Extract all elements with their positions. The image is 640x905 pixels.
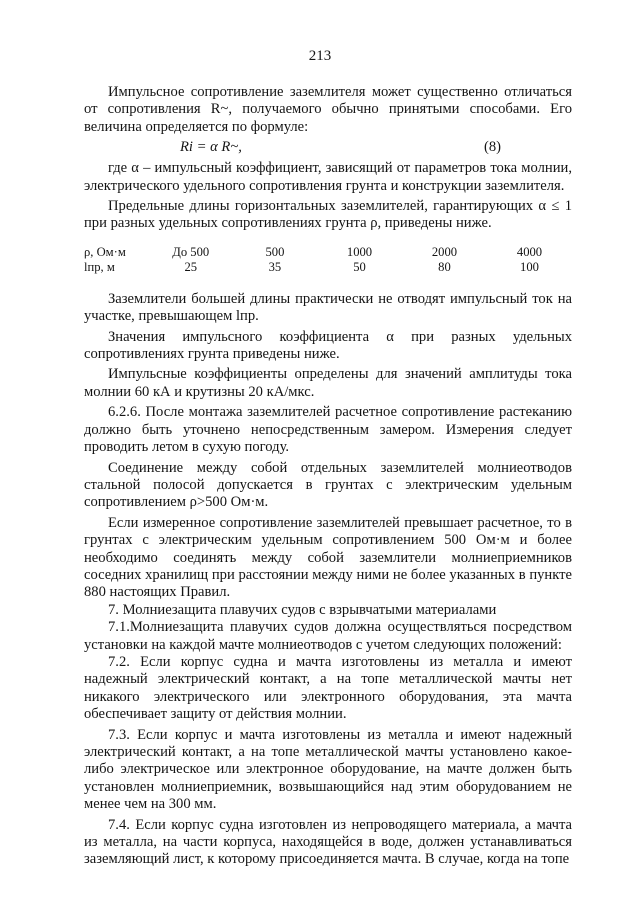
table-cell: 500: [265, 244, 285, 259]
paragraph-alpha-values: Значения импульсного коэффициента α при разных удельных сопротивлениях грунта приведены ниже.: [84, 328, 572, 363]
table-cell: 50: [353, 259, 366, 274]
page-number: 213: [308, 48, 332, 64]
table-cell: 100: [520, 259, 539, 274]
formula-number: (8): [484, 139, 502, 156]
formula-expression: Ri = α R~,: [180, 139, 242, 156]
paragraph-measured-resistance: Если измеренное сопротивление заземлителей превышает расчетное, то в грунтах с электрическим удельным сопротивлением 500 Ом·м и более необходимо соединять между собой заземлители молниеприемников соседних хранилищ при расстоянии между ними не более указанных в пункте 880 настоящих Правил.: [84, 514, 572, 601]
limit-length-table: [84, 245, 572, 275]
paragraph-7-4: 7.4. Если корпус судна изготовлен из непроводящего материала, а мачта из металла, на части корпуса, находящейся в воде, должен устанавливаться заземляющий лист, к которому присоединяется мачта. В случае, когда на топе: [84, 816, 572, 868]
row-label-rho: ρ, Ом·м: [84, 244, 126, 259]
paragraph-impulse-resistance: Импульсное сопротивление заземлителя может существенно отличаться от сопротивления R~, получаемого обычно принятыми способами. Его величина определяется по формуле:: [84, 84, 572, 135]
paragraph-limit-lengths: Предельные длины горизонтальных заземлителей, гарантирующих α ≤ 1 при разных удельных сопротивлениях грунта ρ, приведены ниже.: [84, 198, 572, 232]
formula-8: [84, 138, 572, 160]
table-cell: 4000: [516, 244, 543, 259]
paragraph-impulse-coefficients: Импульсные коэффициенты определены для значений амплитуды тока молнии 60 кА и крутизны 20 кА/мкс.: [84, 366, 572, 400]
table-cell: 25: [184, 259, 198, 274]
paragraph-longer-grounds: Заземлители большей длины практически не отводят импульсный ток на участке, превышающем lпр.: [84, 290, 572, 325]
table-row-rho: [84, 245, 572, 260]
paragraph-6-2-6: 6.2.6. После монтажа заземлителей расчетное сопротивление растеканию должно быть уточнено непосредственным замером. Измерения следует проводить летом в сухую погоду.: [84, 404, 572, 456]
table-row-length: [84, 260, 572, 275]
paragraph-7-2: 7.2. Если корпус судна и мачта изготовлены из металла и имеют надежный электрический контакт, а на топе металлической мачты нет никакого электрического или электронного оборудования, эта мачта обеспечивает защиту от действия молнии.: [84, 653, 572, 723]
paragraph-connection: Соединение между собой отдельных заземлителей молниеотводов стальной полосой допускается в грунтах с электрическим удельным сопротивлением ρ>500 Ом·м.: [84, 459, 572, 511]
table-cell: 35: [268, 259, 282, 274]
paragraph-alpha-definition: где α – импульсный коэффициент, зависящий от параметров тока молнии, электрического удельного сопротивления грунта и конструкции заземлителя.: [84, 160, 572, 194]
section-heading-7: 7. Молниезащита плавучих судов с взрывчатыми материалами: [108, 601, 497, 618]
table-cell: До 500: [172, 244, 210, 259]
paragraph-7-3: 7.3. Если корпус и мачта изготовлены из металла и имеют надежный электрический контакт, а на топе металлической мачты установлено какое-либо электрическое или электронное оборудование, на мачте должен быть установлен молниеприемник, возвышающийся над этим оборудованием не менее чем на 300 мм.: [84, 726, 572, 813]
table-cell: 80: [438, 259, 451, 274]
table-cell: 1000: [346, 244, 373, 259]
paragraph-7-1: 7.1.Молниезащита плавучих судов должна осуществляться посредством установки на каждой мачте молниеотводов с учетом следующих положений:: [84, 619, 572, 653]
row-label-length: lпр, м: [84, 259, 115, 274]
page-body: [84, 84, 572, 869]
table-cell: 2000: [431, 244, 458, 259]
